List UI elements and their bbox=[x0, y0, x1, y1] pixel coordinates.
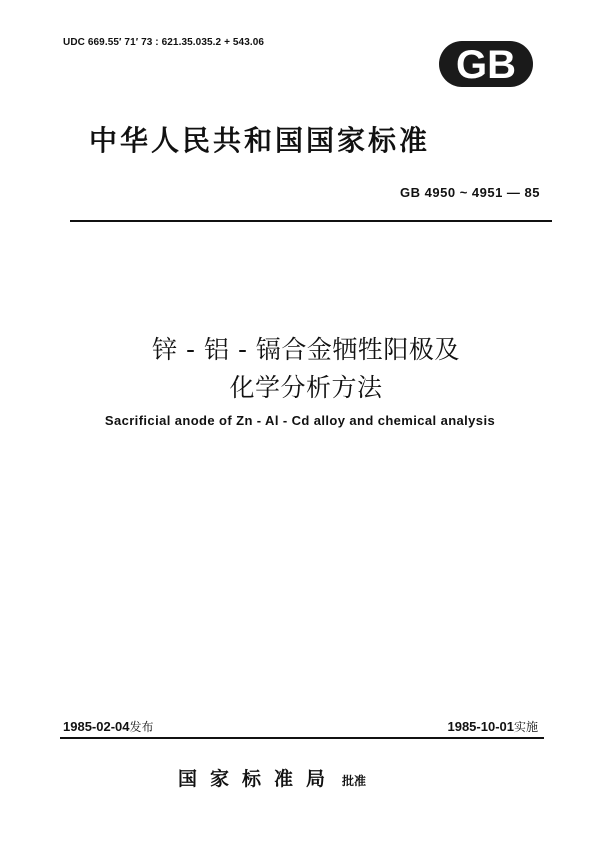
svg-text:GB: GB bbox=[456, 43, 516, 87]
header-divider bbox=[70, 220, 552, 222]
approval-label: 批准 bbox=[342, 774, 367, 788]
standard-number: GB 4950 ~ 4951 — 85 bbox=[400, 185, 540, 200]
effective-date-suffix: 实施 bbox=[513, 720, 538, 734]
issuing-authority bbox=[178, 764, 366, 791]
national-standard-title: 中华人民共和国国家标准 bbox=[89, 124, 431, 157]
document-title-cn-line1: 锌 - 铝 - 镉合金牺牲阳极及 bbox=[152, 335, 460, 364]
gb-logo bbox=[438, 40, 534, 88]
document-title-cn-line2: 化学分析方法 bbox=[229, 373, 383, 402]
effective-date-value: 1985-10-01 bbox=[447, 719, 514, 734]
issuer-name: 国家标准局 bbox=[178, 768, 339, 790]
footer-divider bbox=[60, 737, 544, 739]
issue-date-value: 1985-02-04 bbox=[63, 719, 130, 734]
udc-code: UDC 669.55′ 71′ 73 : 621.35.035.2 + 543.06 bbox=[63, 37, 265, 48]
issue-date bbox=[63, 718, 154, 735]
issue-date-suffix: 发布 bbox=[129, 720, 154, 734]
document-title-en: Sacrificial anode of Zn - Al - Cd alloy and chemical analysis bbox=[104, 413, 496, 428]
effective-date bbox=[447, 718, 538, 735]
